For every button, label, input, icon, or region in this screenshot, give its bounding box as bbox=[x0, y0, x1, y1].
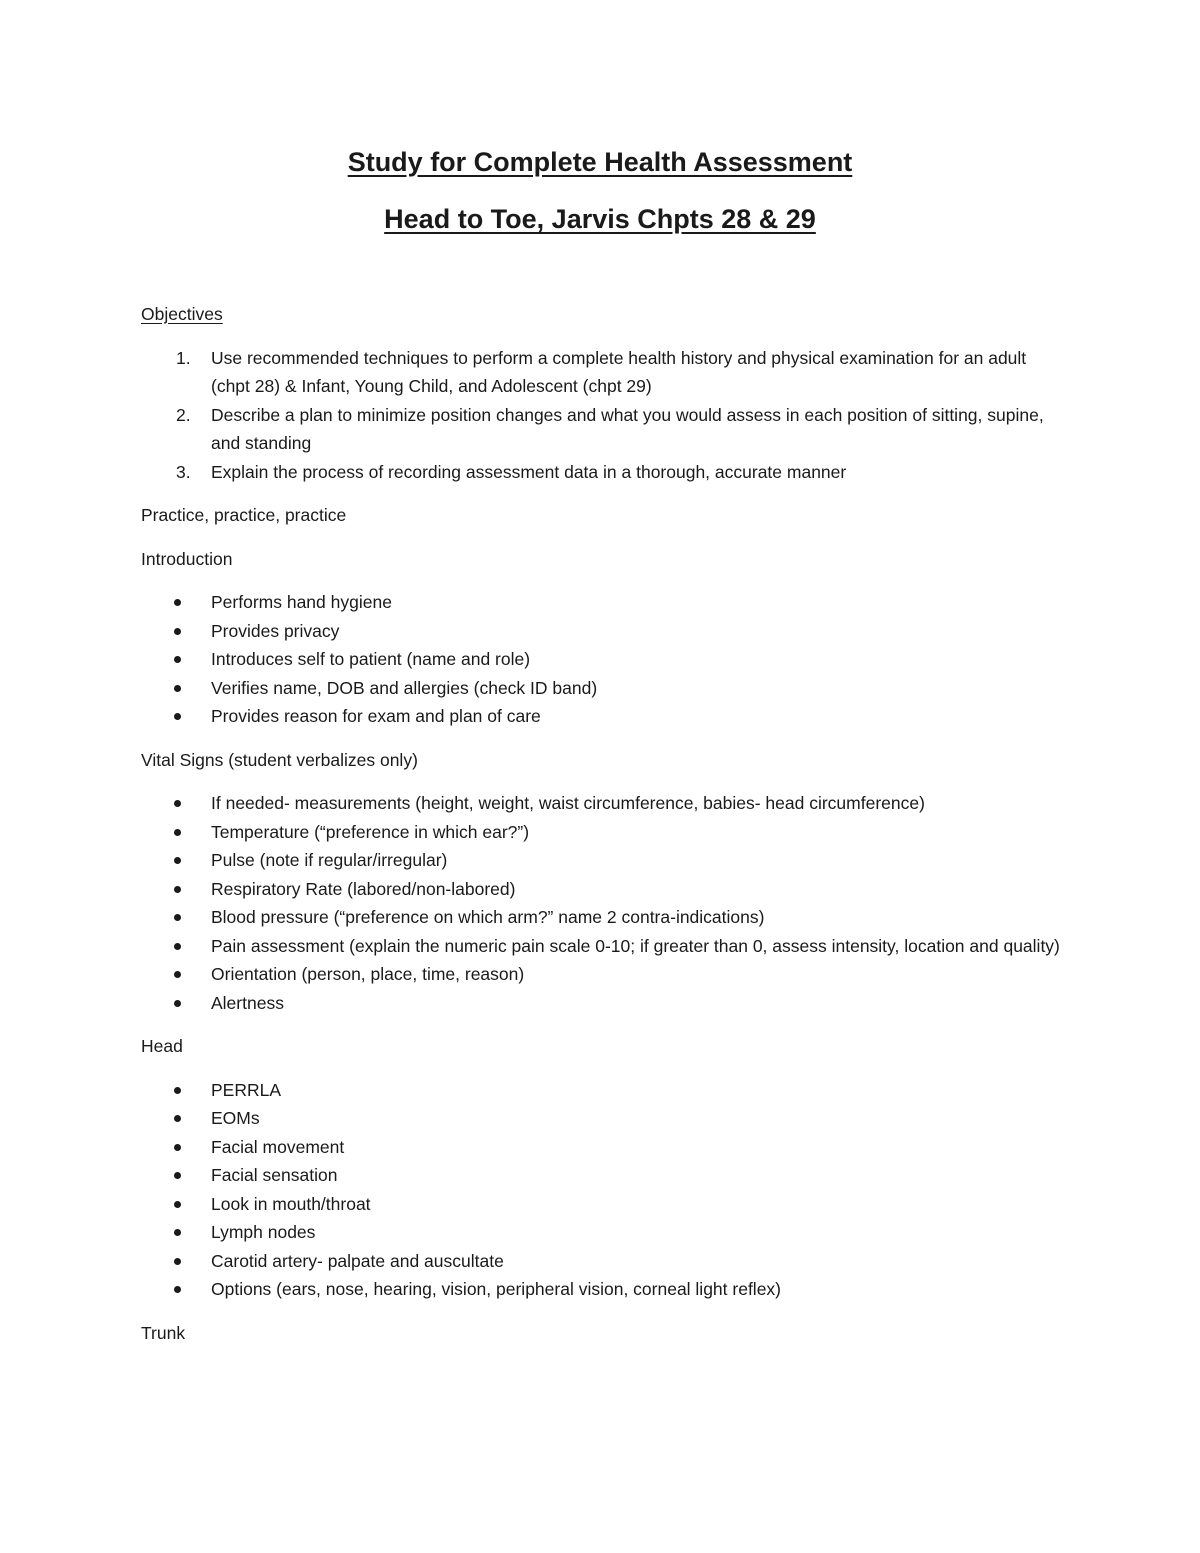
bullet-icon bbox=[174, 1087, 181, 1094]
list-item bbox=[141, 875, 1061, 904]
trunk-heading: Trunk bbox=[141, 1322, 186, 1343]
list-item bbox=[141, 846, 1061, 875]
list-item-text: Introduces self to patient (name and role) bbox=[211, 649, 531, 669]
list-item bbox=[141, 789, 1061, 818]
list-item-text: Provides reason for exam and plan of care bbox=[211, 706, 541, 726]
objectives-heading-text: Objectives bbox=[141, 304, 223, 324]
bullet-icon bbox=[174, 1258, 181, 1265]
list-item-text: Performs hand hygiene bbox=[211, 592, 392, 612]
bullet-icon bbox=[174, 943, 181, 950]
head-list bbox=[141, 1076, 1061, 1304]
list-item bbox=[141, 932, 1061, 961]
list-item bbox=[141, 1076, 1061, 1105]
bullet-icon bbox=[174, 829, 181, 836]
list-item-text: Pulse (note if regular/irregular) bbox=[211, 850, 448, 870]
objective-text: Explain the process of recording assessment data in a thorough, accurate manner bbox=[211, 461, 847, 482]
bullet-icon bbox=[174, 1000, 181, 1007]
objective-text: Use recommended techniques to perform a complete health history and physical examination for an adult (chpt 28) & Infant, Young Child, and Adolescent (chpt 29) bbox=[211, 347, 1027, 396]
bullet-icon bbox=[174, 857, 181, 864]
objective-item bbox=[141, 458, 1061, 487]
bullet-icon bbox=[174, 628, 181, 635]
list-item-text: If needed- measurements (height, weight, waist circumference, babies- head circumference) bbox=[211, 793, 925, 813]
list-item bbox=[141, 1275, 1061, 1304]
head-heading: Head bbox=[141, 1036, 183, 1056]
list-item-text: Carotid artery- palpate and auscultate bbox=[211, 1250, 504, 1271]
list-item-text: PERRLA bbox=[211, 1079, 282, 1100]
list-item-text: Blood pressure (“preference on which arm?” name 2 contra-indications) bbox=[211, 907, 765, 927]
list-item bbox=[141, 1190, 1061, 1219]
list-item-text: Look in mouth/throat bbox=[211, 1193, 371, 1214]
list-item-text: Provides privacy bbox=[211, 620, 340, 641]
list-item bbox=[141, 674, 1061, 703]
objective-number: 3. bbox=[176, 461, 191, 482]
document-body bbox=[141, 300, 1061, 1362]
bullet-icon bbox=[174, 1229, 181, 1236]
document-title: Study for Complete Health Assessment bbox=[347, 147, 853, 177]
list-item-text: Lymph nodes bbox=[211, 1222, 316, 1242]
bullet-icon bbox=[174, 886, 181, 893]
objectives-list bbox=[141, 344, 1061, 487]
list-item-text: EOMs bbox=[211, 1108, 260, 1128]
bullet-icon bbox=[174, 914, 181, 921]
list-item-text: Pain assessment (explain the numeric pain scale 0-10; if greater than 0, assess intensity, location and quality) bbox=[211, 935, 1060, 956]
bullet-icon bbox=[174, 1172, 181, 1179]
list-item bbox=[141, 989, 1061, 1018]
list-item bbox=[141, 702, 1061, 731]
introduction-list bbox=[141, 588, 1061, 731]
list-item-text: Respiratory Rate (labored/non-labored) bbox=[211, 878, 516, 899]
bullet-icon bbox=[174, 1115, 181, 1122]
document-subtitle: Head to Toe, Jarvis Chpts 28 & 29 bbox=[384, 204, 816, 234]
bullet-icon bbox=[174, 1144, 181, 1151]
objectives-heading bbox=[141, 300, 1061, 329]
list-item bbox=[141, 960, 1061, 989]
bullet-icon bbox=[174, 599, 181, 606]
vital-signs-heading: Vital Signs (student verbalizes only) bbox=[141, 749, 418, 770]
objective-number: 2. bbox=[176, 404, 191, 425]
bullet-icon bbox=[174, 656, 181, 663]
introduction-heading: Introduction bbox=[141, 548, 233, 569]
list-item bbox=[141, 1104, 1061, 1133]
list-item bbox=[141, 903, 1061, 932]
bullet-icon bbox=[174, 800, 181, 807]
list-item-text: Facial movement bbox=[211, 1136, 345, 1157]
list-item bbox=[141, 645, 1061, 674]
objective-item bbox=[141, 344, 1061, 401]
objective-item bbox=[141, 401, 1061, 458]
list-item-text: Temperature (“preference in which ear?”) bbox=[211, 821, 530, 842]
list-item bbox=[141, 1218, 1061, 1247]
list-item bbox=[141, 588, 1061, 617]
bullet-icon bbox=[174, 685, 181, 692]
bullet-icon bbox=[174, 713, 181, 720]
objective-text: Describe a plan to minimize position changes and what you would assess in each position of sitting, supine, and standing bbox=[211, 404, 1044, 453]
list-item-text: Verifies name, DOB and allergies (check ID band) bbox=[211, 677, 598, 698]
list-item bbox=[141, 818, 1061, 847]
bullet-icon bbox=[174, 1286, 181, 1293]
objective-number: 1. bbox=[176, 347, 191, 368]
practice-line: Practice, practice, practice bbox=[141, 505, 347, 525]
list-item-text: Options (ears, nose, hearing, vision, peripheral vision, corneal light reflex) bbox=[211, 1279, 782, 1299]
list-item bbox=[141, 617, 1061, 646]
list-item-text: Facial sensation bbox=[211, 1165, 338, 1185]
list-item bbox=[141, 1133, 1061, 1162]
vital-signs-list bbox=[141, 789, 1061, 1017]
list-item bbox=[141, 1247, 1061, 1276]
bullet-icon bbox=[174, 1201, 181, 1208]
list-item bbox=[141, 1161, 1061, 1190]
bullet-icon bbox=[174, 971, 181, 978]
list-item-text: Alertness bbox=[211, 992, 284, 1013]
list-item-text: Orientation (person, place, time, reason) bbox=[211, 964, 525, 984]
